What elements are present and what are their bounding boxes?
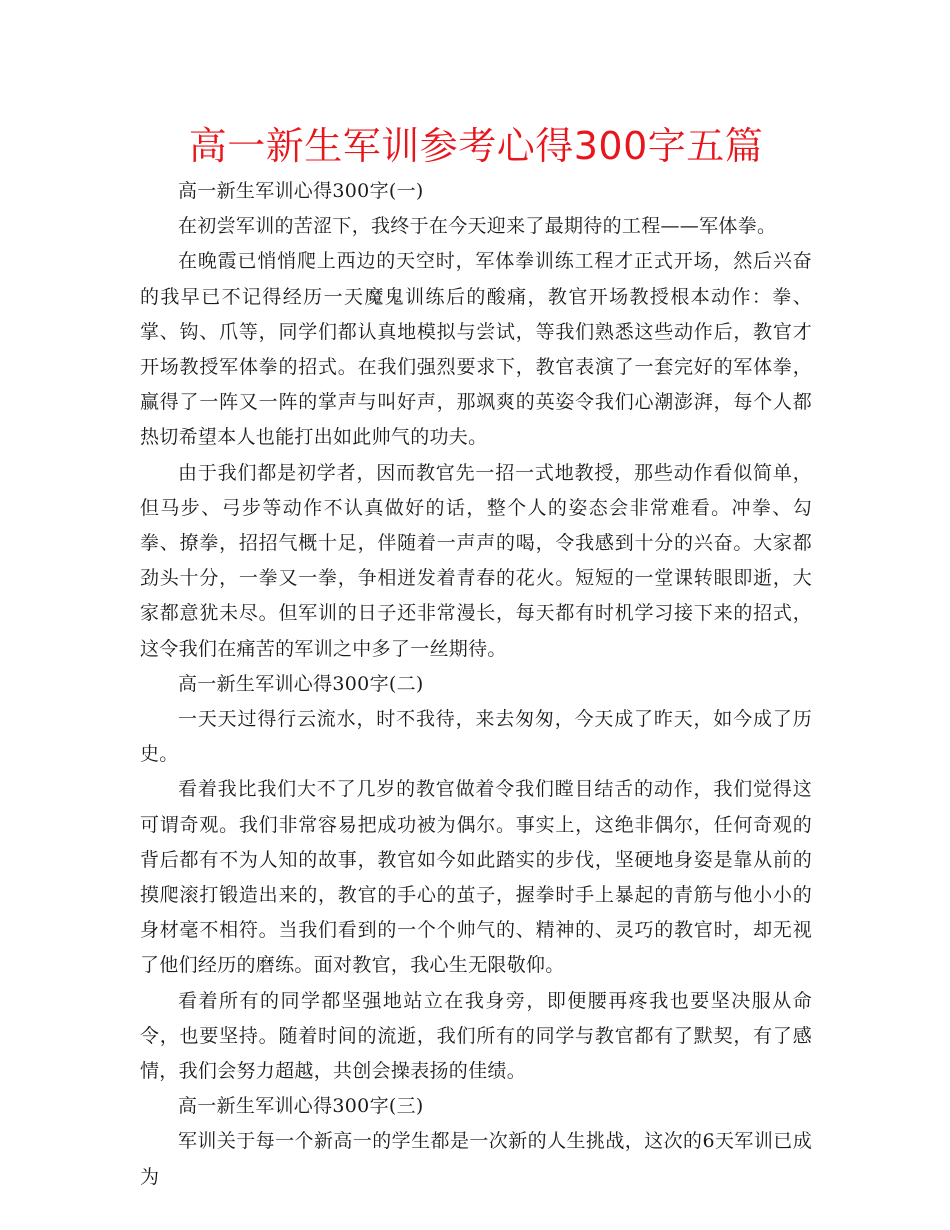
body-paragraph: 在初尝军训的苦涩下，我终于在今天迎来了最期待的工程——军体拳。 <box>178 215 777 238</box>
document-title: 高一新生军训参考心得300字五篇 <box>188 124 764 168</box>
section-heading: 高一新生军训心得300字(二) <box>178 672 424 695</box>
body-paragraph: 在晚霞已悄悄爬上西边的天空时，军体拳训练工程才正式开场，然后兴奋的我早已不记得经历一天魔鬼训练后的酸痛，教官开场教授根本动作：拳、掌、钩、爪等，同学们都认真地模拟与尝试，等我们熟悉这些动作后，教官才开场教授军体拳的招式。在我们强烈要求下，教官表演了一套完好的军体拳，赢得了一阵又一阵的掌声与叫好声，那飒爽的英姿令我们心潮澎湃，每个人都热切希望本人也能打出如此帅气的功夫。 <box>140 250 812 449</box>
body-paragraph: 由于我们都是初学者，因而教官先一招一式地教授，那些动作看似简单，但马步、弓步等动作不认真做好的话，整个人的姿态会非常难看。冲拳、勾拳、撩拳，招招气概十足，伴随着一声声的喝，令我感到十分的兴奋。大家都劲头十分，一拳又一拳，争相迸发着青春的花火。短短的一堂课转眼即逝，大家都意犹未尽。但军训的日子还非常漫长，每天都有时机学习接下来的招式，这令我们在痛苦的军训之中多了一丝期待。 <box>140 461 812 660</box>
body-paragraph: 军训关于每一个新高一的学生都是一次新的人生挑战，这次的6天军训已成为 <box>140 1130 812 1188</box>
section-heading: 高一新生军训心得300字(一) <box>178 180 424 202</box>
document-body <box>140 174 812 1195</box>
body-paragraph: 看着我比我们大不了几岁的教官做着令我们瞠目结舌的动作，我们觉得这可谓奇观。我们非常容易把成功被为偶尔。事实上，这绝非偶尔，任何奇观的背后都有不为人知的故事，教官如今如此踏实的步伐，坚硬地身姿是靠从前的摸爬滚打锻造出来的，教官的手心的茧子，握拳时手上暴起的青筋与他小小的身材毫不相符。当我们看到的一个个帅气的、精神的、灵巧的教官时，却无视了他们经历的磨练。面对教官，我心生无限敬仰。 <box>140 778 812 977</box>
section-heading: 高一新生军训心得300字(三) <box>178 1095 424 1118</box>
body-paragraph: 看着所有的同学都坚强地站立在我身旁，即便腰再疼我也要坚决服从命令，也要坚持。随着时间的流逝，我们所有的同学与教官都有了默契，有了感情，我们会努力超越，共创会操表扬的佳绩。 <box>140 989 812 1083</box>
body-paragraph: 一天天过得行云流水，时不我待，来去匆匆，今天成了昨天，如今成了历史。 <box>140 708 812 766</box>
document-page <box>140 118 812 1195</box>
